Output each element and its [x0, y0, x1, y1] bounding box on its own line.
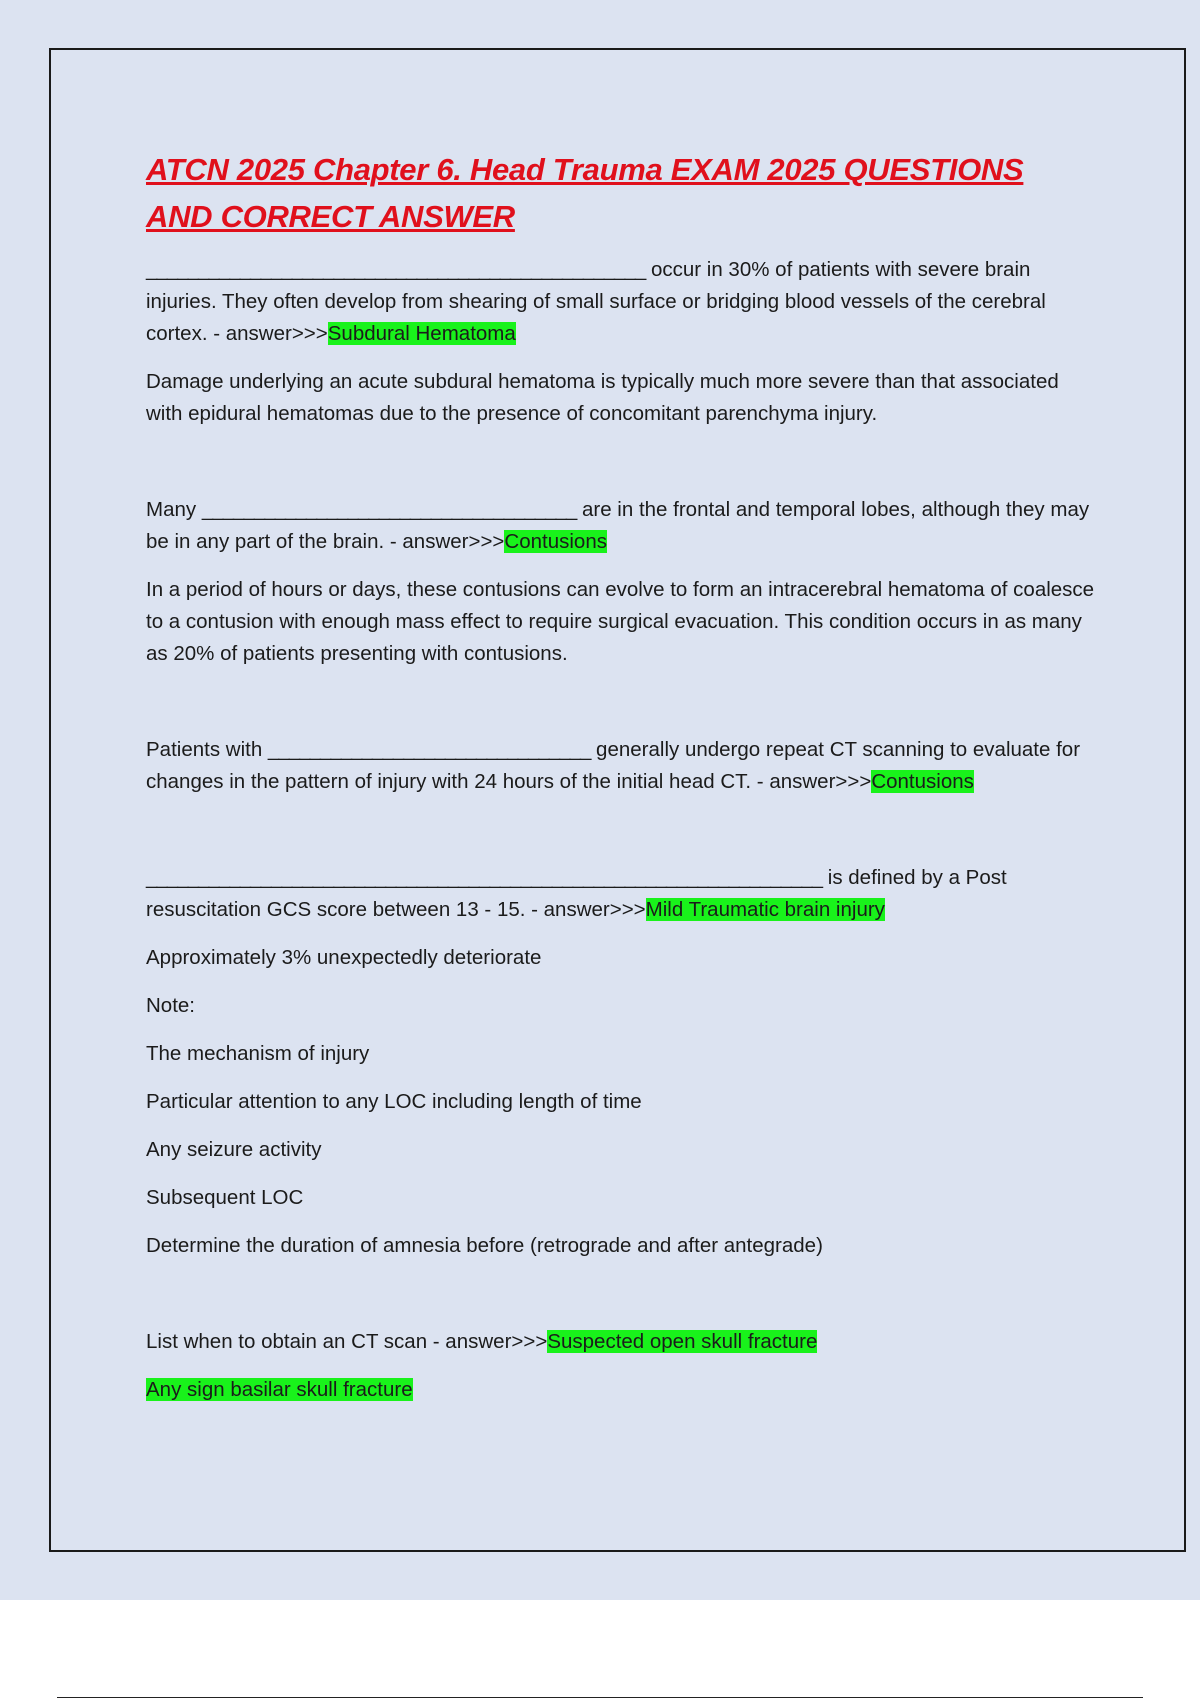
note-line: Particular attention to any LOC including length of time: [146, 1090, 642, 1113]
note-line: Determine the duration of amnesia before (retrograde and after antegrade): [146, 1234, 823, 1257]
question-text: occur in 30% of patients with severe brain injuries. They often develop from shearing of small surface or bridging blood vessels of the cerebral cortex. - answer>>>: [146, 258, 1046, 345]
question-5: [146, 1326, 1096, 1358]
highlighted-answer: Contusions: [871, 770, 974, 793]
document-content: [146, 146, 1096, 1406]
question-4: [146, 862, 1096, 926]
note-line: Subsequent LOC: [146, 1186, 304, 1209]
answer-blank: _________________________________________________________________: [146, 866, 823, 889]
highlighted-answer: Subdural Hematoma: [327, 322, 516, 345]
question-text: is defined by a Post resuscitation GCS score between 13 - 15. - answer>>>: [146, 866, 1007, 921]
highlighted-answer: Any sign basilar skull fracture: [146, 1378, 413, 1401]
question-1: [146, 254, 1096, 350]
answer-line: [146, 1374, 1096, 1406]
note-line: The mechanism of injury: [146, 1042, 370, 1065]
highlighted-answer: Mild Traumatic brain injury: [645, 898, 885, 921]
question-3: [146, 734, 1096, 798]
document-title: ATCN 2025 Chapter 6. Head Trauma EXAM 2025 QUESTIONS AND CORRECT ANSWER: [146, 152, 1024, 234]
question-text: Many: [146, 498, 202, 521]
answer-blank: _______________________________: [267, 738, 591, 761]
highlighted-answer: Contusions: [504, 530, 607, 553]
answer-blank: ________________________________________________: [146, 258, 646, 281]
footer-divider: [57, 1697, 1143, 1698]
question-text: generally undergo repeat CT scanning to evaluate for changes in the pattern of injury with 24 hours of the initial head CT. - answer>>>: [146, 738, 1081, 793]
explanation-1: Damage underlying an acute subdural hematoma is typically much more severe than that associated with epidural hematomas due to the presence of concomitant parenchyma injury.: [146, 370, 1059, 425]
note-line: Approximately 3% unexpectedly deteriorate: [146, 946, 542, 969]
note-line: Note:: [146, 994, 195, 1017]
question-text: Patients with: [146, 738, 268, 761]
note-line: Any seizure activity: [146, 1138, 322, 1161]
question-2: [146, 494, 1096, 558]
question-text: List when to obtain an CT scan - answer>>>: [146, 1330, 548, 1353]
highlighted-answer: Suspected open skull fracture: [547, 1330, 818, 1353]
question-text: are in the frontal and temporal lobes, although they may be in any part of the brain. - answer>>>: [146, 498, 1090, 553]
answer-blank: ____________________________________: [201, 498, 577, 521]
explanation-2: In a period of hours or days, these contusions can evolve to form an intracerebral hematoma of coalesce to a contusion with enough mass effect to require surgical evacuation. This condition occurs in as many as 20% of patients presenting with contusions.: [146, 578, 1095, 665]
